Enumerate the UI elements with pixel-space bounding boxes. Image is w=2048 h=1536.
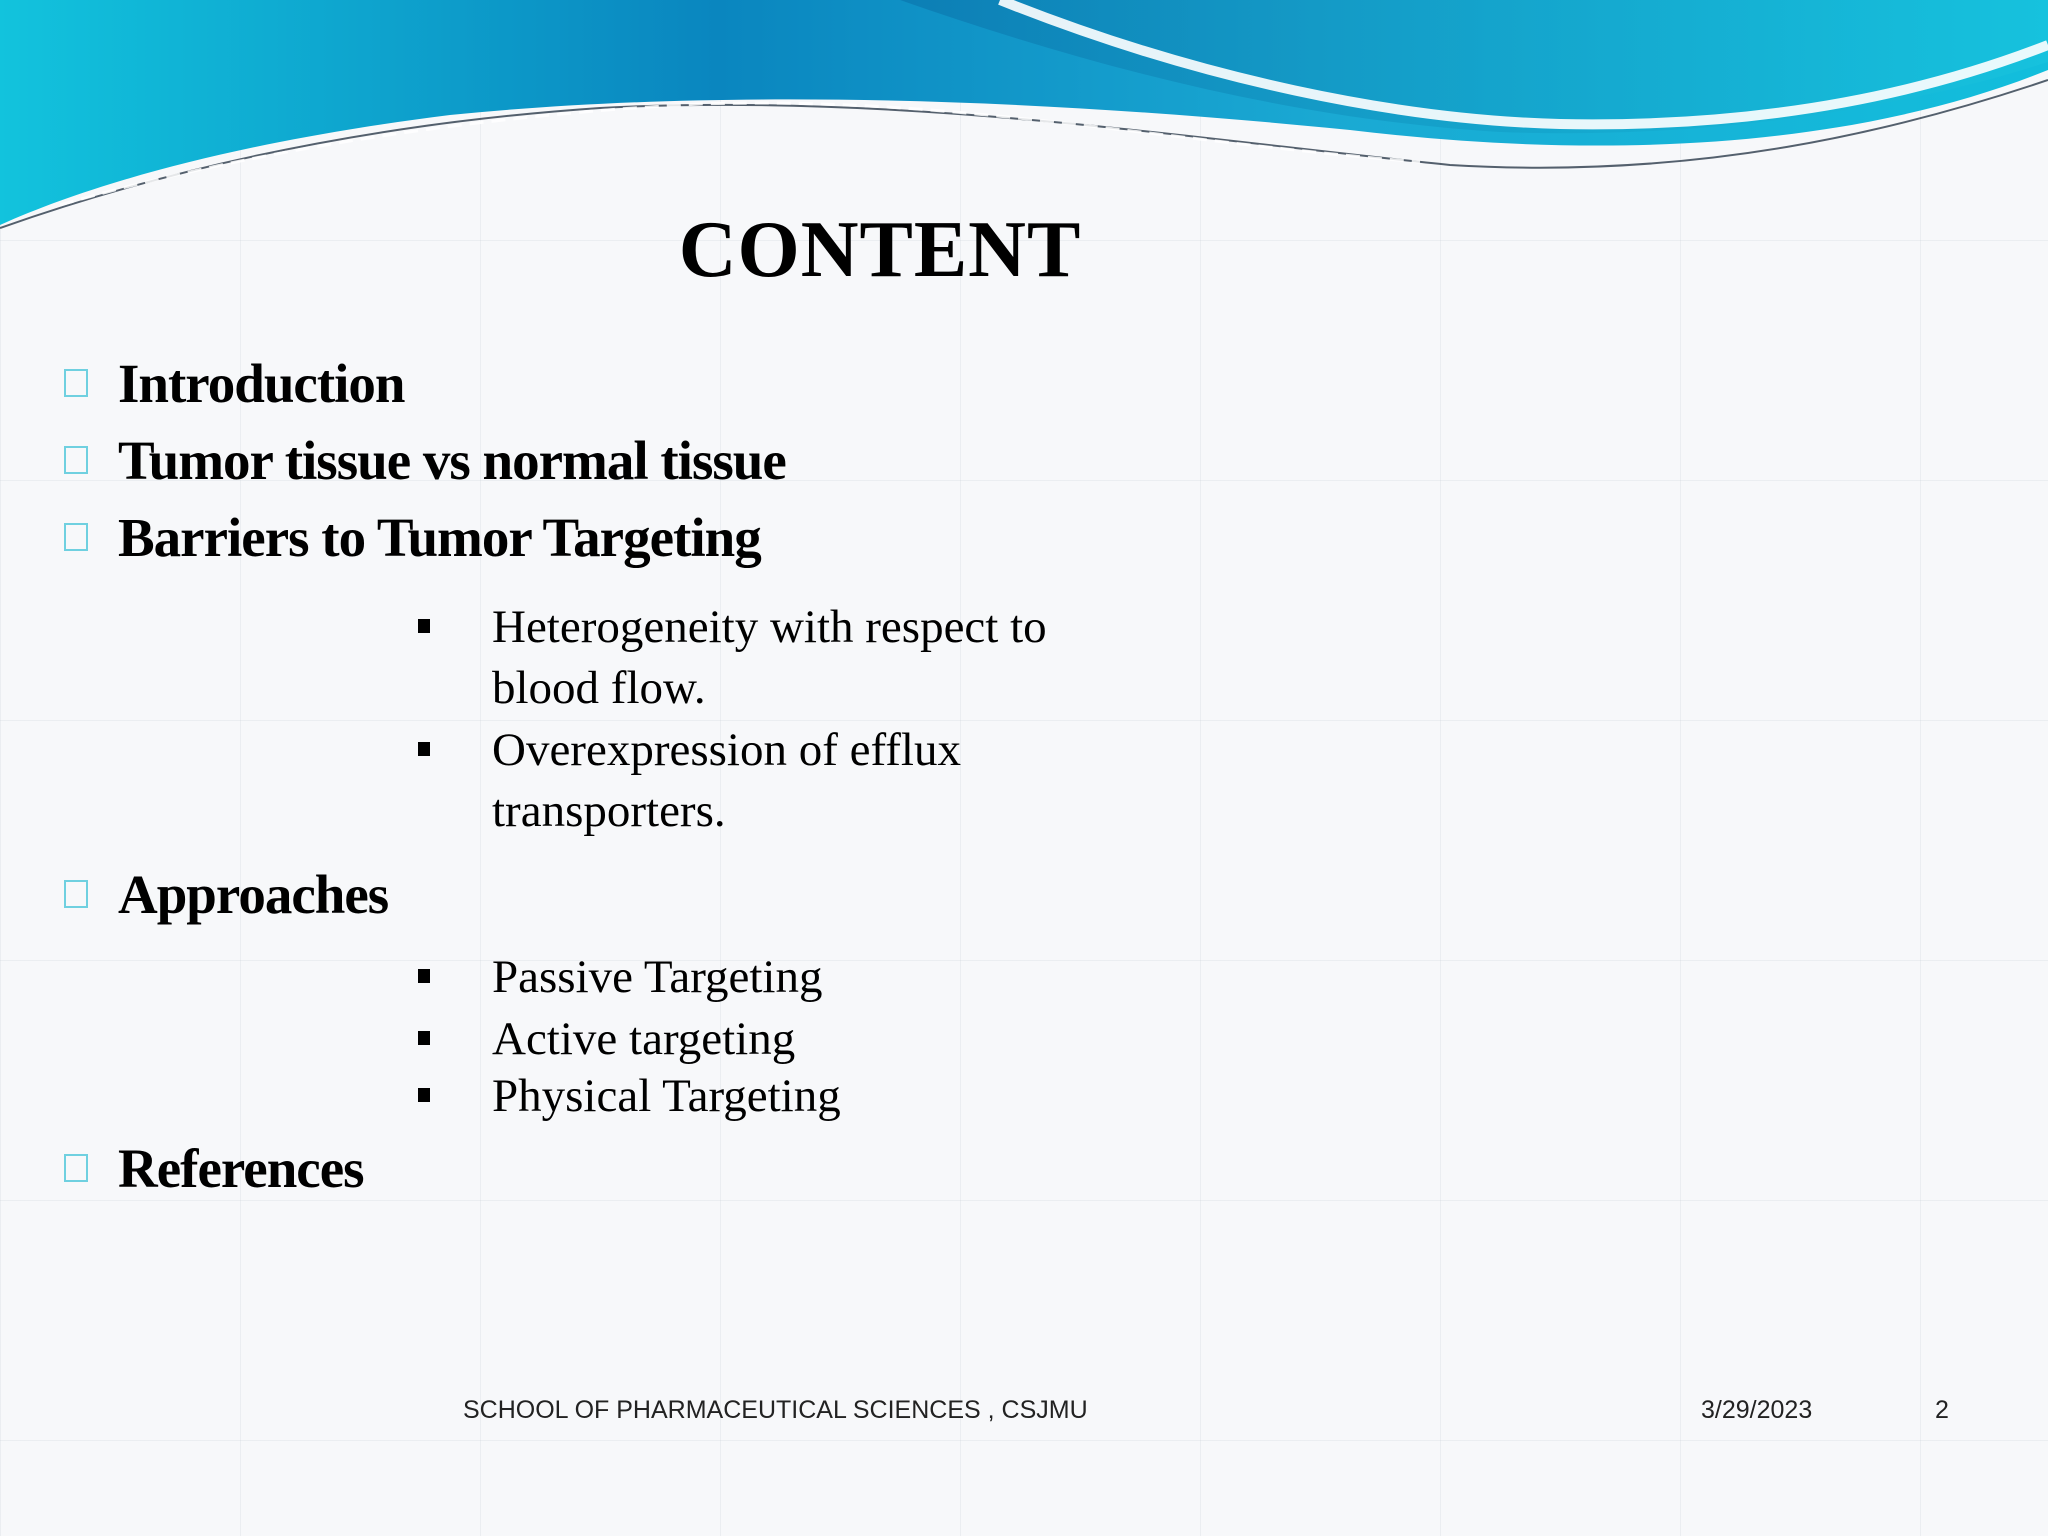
sub-item-heterogeneity (418, 597, 1052, 719)
square-bullet-icon (64, 523, 88, 551)
footer-date: 3/29/2023 (1701, 1396, 1813, 1424)
footer-organization: SCHOOL OF PHARMACEUTICAL SCIENCES , CSJMU (463, 1396, 1088, 1424)
footer-page-number: 2 (1935, 1396, 1949, 1424)
slide-title: CONTENT (678, 206, 1082, 294)
filled-square-bullet-icon (418, 1088, 430, 1102)
list-item-approaches (64, 859, 388, 929)
sub-item-label: Heterogeneity with respect to blood flow. (492, 601, 1047, 714)
header-wave-decoration (0, 0, 2048, 240)
list-item-label: Barriers to Tumor Targeting (118, 506, 761, 568)
square-bullet-icon (64, 446, 88, 474)
list-item-barriers (64, 502, 761, 572)
filled-square-bullet-icon (418, 1031, 430, 1045)
list-item-introduction (64, 348, 405, 418)
sub-item-physical-targeting (418, 1066, 1052, 1127)
sub-item-label: Active targeting (492, 1013, 796, 1065)
list-item-tumor-tissue (64, 425, 786, 495)
sub-item-label: Physical Targeting (492, 1070, 841, 1122)
filled-square-bullet-icon (418, 969, 430, 983)
list-item-label: Introduction (118, 352, 405, 414)
list-item-label: References (118, 1137, 364, 1199)
sub-item-passive-targeting (418, 947, 1052, 1008)
sub-item-label: Overexpression of efflux transporters. (492, 724, 961, 837)
list-item-label: Tumor tissue vs normal tissue (118, 429, 786, 491)
sub-item-active-targeting (418, 1009, 1052, 1070)
square-bullet-icon (64, 1154, 88, 1182)
list-item-label: Approaches (118, 863, 389, 925)
square-bullet-icon (64, 369, 88, 397)
sub-item-label: Passive Targeting (492, 951, 823, 1003)
filled-square-bullet-icon (418, 742, 430, 756)
list-item-references (64, 1133, 364, 1203)
sub-item-overexpression (418, 720, 1052, 842)
square-bullet-icon (64, 880, 88, 908)
filled-square-bullet-icon (418, 619, 430, 633)
